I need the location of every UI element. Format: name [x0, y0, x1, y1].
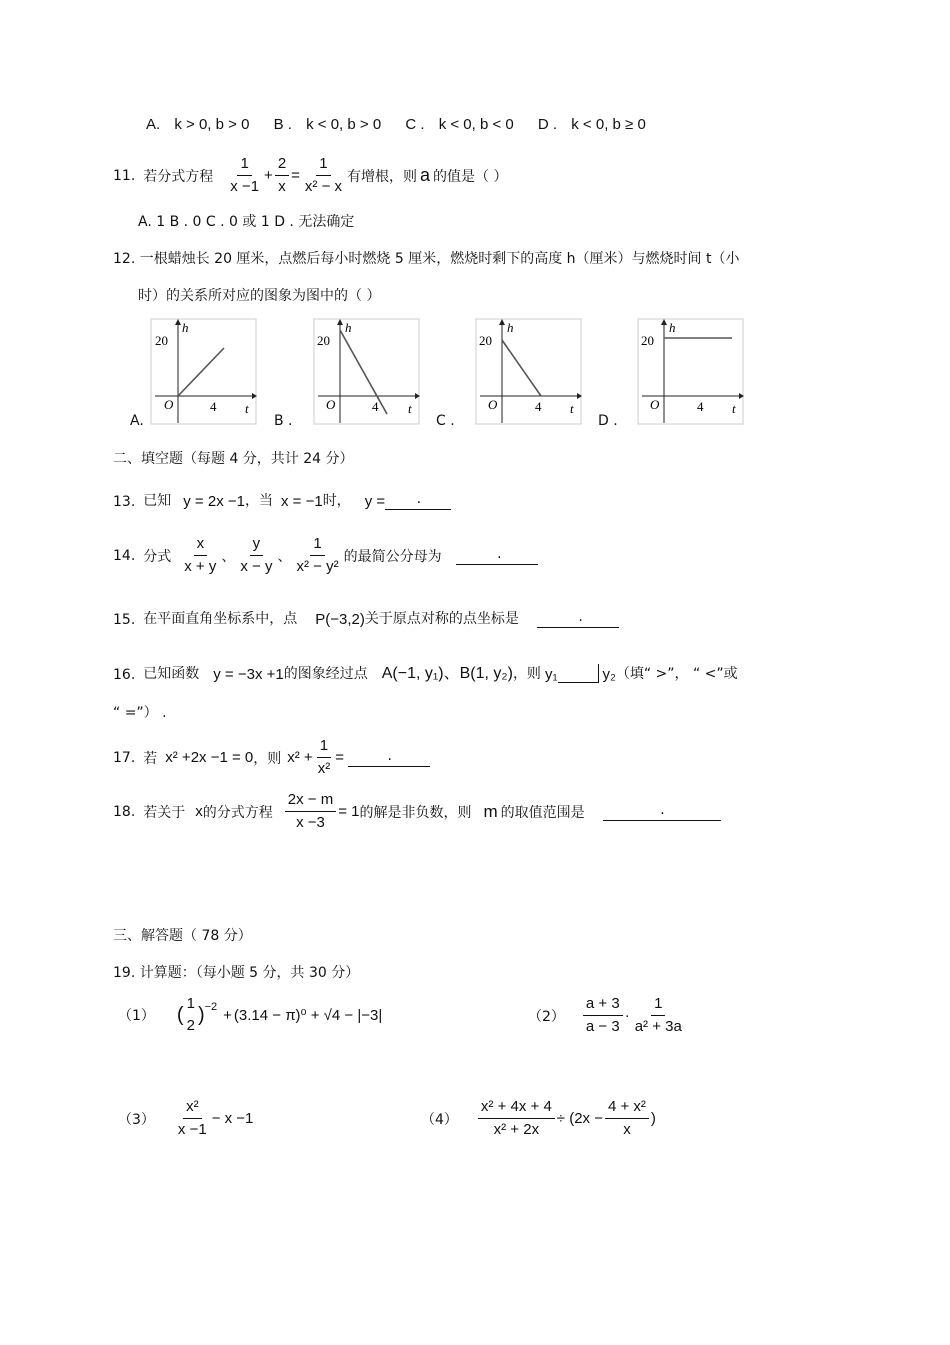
q14-fraction-3: $\frac{1}{\text{x² − y²}}$	[296, 535, 339, 575]
q19-p1-fraction: 1 2	[186, 995, 195, 1034]
q18-var: x	[195, 803, 203, 820]
q19-p4-div: ÷ (2x −	[556, 1110, 603, 1127]
q10-option-d-label: D .	[537, 116, 558, 133]
q18	[113, 789, 721, 834]
q10-option-a-text: k > 0, b > 0	[174, 116, 250, 133]
q17-mid: ，则	[253, 750, 282, 767]
q15-text: 在平面直角坐标系中，点	[143, 611, 298, 627]
q19-p4-fraction-1: $\frac{\text{x² + 4x + 4}}{\text{x² + 2x}}$	[478, 1096, 555, 1141]
q11-fraction-3: $\frac{1}{\text{x² − x}}$	[304, 155, 343, 195]
q10-option-c-label: C .	[405, 116, 425, 133]
q19-p2-fraction-2: $\frac{1}{\text{a² + 3a}}$	[634, 995, 682, 1035]
q13-cond: x = −1	[280, 493, 323, 510]
q18-number: 18.	[113, 803, 136, 820]
q18-eq: = 1	[338, 803, 360, 820]
q12-label-a: A.	[130, 413, 144, 429]
q18-suffix: 的解是非负数，则	[359, 804, 472, 821]
q17-answer-blank[interactable]: .	[348, 748, 430, 767]
q18-text: 若关于	[143, 804, 186, 821]
q16-fn: y = −3x +1	[213, 666, 284, 683]
q17	[113, 735, 430, 780]
q11-suffix: 有增根，则	[347, 168, 418, 185]
q19-p2-fraction-1: $\frac{a + 3}{a - 3}$	[583, 993, 623, 1038]
q12-graph-c	[475, 318, 583, 426]
q16-points: A(−1, y₁)、B(1, y₂)	[381, 665, 513, 682]
graph-c-4-label: 4	[535, 399, 542, 414]
q17-equals: =	[335, 749, 344, 766]
q19-p2-label: （2）	[528, 1008, 565, 1025]
graph-a-t-label: t	[245, 401, 249, 416]
q14-sep2: 、	[277, 548, 292, 565]
graph-b-y-arrow	[337, 319, 343, 325]
q14-number: 14.	[113, 547, 136, 564]
q16-answer-blank[interactable]	[558, 664, 599, 683]
q19-p4-fraction-2: $\frac{\text{4 + x²}}{x}$	[605, 1096, 649, 1141]
q19-p2-dot: ·	[624, 1007, 630, 1024]
q13-after: 时，	[322, 493, 351, 509]
graph-b-line	[340, 330, 387, 414]
q11-fraction-1: $\frac{1}{x -1}$	[230, 155, 260, 195]
q18-m: m	[483, 801, 498, 821]
graph-d-origin: O	[650, 397, 660, 412]
q12-graph-a	[150, 318, 258, 426]
q12-graph-d	[637, 318, 745, 426]
graph-b-h-label: h	[345, 320, 352, 335]
q18-answer-blank[interactable]: .	[603, 802, 721, 821]
graph-d-h-label: h	[669, 320, 676, 335]
q16-line2: “ =”） .	[113, 705, 167, 721]
graph-c-h-label: h	[507, 320, 514, 335]
q19-p1-rest: (3.14 − π)⁰ + √4 − |−3|	[233, 1007, 383, 1024]
graph-a-origin: O	[164, 397, 174, 412]
q13-number: 13.	[113, 494, 136, 510]
q10-options	[146, 116, 646, 133]
q19-part-4	[421, 1096, 656, 1141]
q14-fraction-2: $\frac{y}{x - y}$	[240, 535, 273, 575]
q12-label-d: D .	[598, 413, 618, 429]
q12-label-b: B .	[274, 413, 293, 429]
graph-b-4-label: 4	[372, 399, 379, 414]
graph-c-line	[502, 340, 541, 396]
q18-mid: 的分式方程	[202, 804, 273, 821]
q16-text: 已知函数	[143, 666, 200, 682]
q16-mid2: ，则	[512, 666, 541, 682]
q11-fraction-2: $\frac{2}{x}$	[275, 153, 289, 198]
q17-eq: x² +2x −1 = 0	[165, 749, 254, 766]
graph-a-line	[178, 348, 224, 396]
q17-fraction: $\frac{1}{\text{x²}}$	[317, 737, 331, 777]
q15	[113, 608, 619, 628]
q16-y2: y₂	[602, 666, 616, 683]
q10-option-a-label: A.	[146, 116, 161, 133]
q11-stem	[113, 153, 507, 198]
graph-a-h-label: h	[182, 320, 189, 335]
q12-line2: 时）的关系所对应的图象为图中的（ ）	[138, 288, 381, 304]
q12-line1: 12. 一根蜡烛长 20 厘米，点燃后每小时燃烧 5 厘米，燃烧时剩下的高度 h（厘米）与燃烧时间 t（小	[113, 251, 740, 267]
q17-expr: x² +	[287, 749, 313, 766]
q19-part-2	[528, 993, 687, 1038]
q18-suffix2: 的取值范围是	[500, 804, 585, 821]
graph-d-20-label: 20	[641, 333, 654, 348]
graph-b-origin: O	[326, 397, 336, 412]
q15-answer-blank[interactable]: .	[537, 609, 619, 628]
graph-a-y-arrow	[175, 319, 181, 325]
q13-answer-blank[interactable]: .	[385, 491, 451, 510]
q14-answer-blank[interactable]: .	[456, 546, 538, 565]
q19-p3-fraction: $\frac{\text{x²}}{x -1}$	[177, 1098, 207, 1138]
graph-a-4-label: 4	[210, 399, 217, 414]
q13-eq: y = 2x −1	[183, 493, 245, 510]
q16-y1: y₁	[544, 666, 558, 683]
graph-c-t-label: t	[570, 401, 574, 416]
q16-mid: 的图象经过点	[283, 666, 368, 682]
q12-graph-b	[313, 318, 421, 426]
q19-part-3	[118, 1096, 253, 1141]
q19-p1-exponent: −2	[204, 1001, 218, 1013]
q10-option-c-text: k < 0, b < 0	[438, 116, 514, 133]
graph-c-20-label: 20	[479, 333, 492, 348]
q14-prefix: 分式	[143, 548, 172, 565]
q19-p4-close: )	[650, 1110, 656, 1127]
q18-fraction: $\frac{2x - m}{x -3}$	[285, 789, 336, 834]
graph-d-4-label: 4	[697, 399, 704, 414]
section-2-heading: 二、填空题（每题 4 分，共计 24 分）	[113, 451, 354, 467]
q14-suffix: 的最简公分母为	[343, 548, 442, 565]
q16-number: 16.	[113, 667, 136, 683]
q19-p3-label: （3）	[118, 1111, 155, 1128]
q10-option-b-text: k < 0, b > 0	[306, 116, 382, 133]
q17-text: 若	[143, 750, 158, 767]
q16	[113, 660, 738, 683]
q11-suffix2: 的值是（ ）	[433, 168, 508, 185]
q11-number: 11.	[113, 167, 136, 184]
q19-p1-plus: +	[223, 1006, 232, 1024]
graph-d-y-arrow	[661, 319, 667, 325]
q14-sep1: 、	[221, 548, 236, 565]
q15-suffix: 关于原点对称的点坐标是	[364, 611, 519, 627]
q15-point: P(−3,2)	[315, 611, 365, 628]
q10-option-d-text: k < 0, b ≥ 0	[571, 116, 646, 133]
q13-mid: ，当	[244, 493, 273, 509]
q16-suffix: （填“ >”， “ <”或	[615, 666, 738, 682]
q19-p1-label: （1）	[118, 1008, 155, 1024]
q11-var: a	[420, 165, 431, 185]
q13	[113, 490, 451, 510]
section-3-heading: 三、解答题（ 78 分）	[113, 928, 252, 944]
graph-d-t-label: t	[732, 401, 736, 416]
graph-c-origin: O	[488, 397, 498, 412]
graph-a-20-label: 20	[155, 333, 168, 348]
q11-op1: +	[264, 167, 273, 184]
q15-number: 15.	[113, 612, 136, 628]
q14	[113, 533, 538, 578]
q14-fraction-1: $\frac{x}{x + y}$	[184, 535, 217, 575]
q17-number: 17.	[113, 749, 136, 766]
q11-options: A. 1 B . 0 C . 0 或 1 D . 无法确定	[138, 214, 355, 230]
q12-label-c: C .	[436, 413, 455, 429]
q19-p4-label: （4）	[421, 1111, 458, 1128]
q11-prefix: 若分式方程	[143, 168, 214, 185]
q13-y: y =	[364, 493, 386, 510]
graph-b-20-label: 20	[317, 333, 330, 348]
q19-p3-rest: − x −1	[211, 1110, 254, 1127]
graph-c-y-arrow	[499, 319, 505, 325]
q10-option-b-label: B .	[273, 116, 292, 133]
q19-title: 19. 计算题：（每小题 5 分，共 30 分）	[113, 965, 360, 981]
q11-op2: =	[291, 167, 300, 184]
q19-part-1: （1） ( 1 2 ) −2 + (3.14 − π)⁰ + √4 − |−3|	[118, 993, 382, 1037]
graph-b-t-label: t	[408, 401, 412, 416]
q13-text: 已知	[143, 493, 172, 509]
